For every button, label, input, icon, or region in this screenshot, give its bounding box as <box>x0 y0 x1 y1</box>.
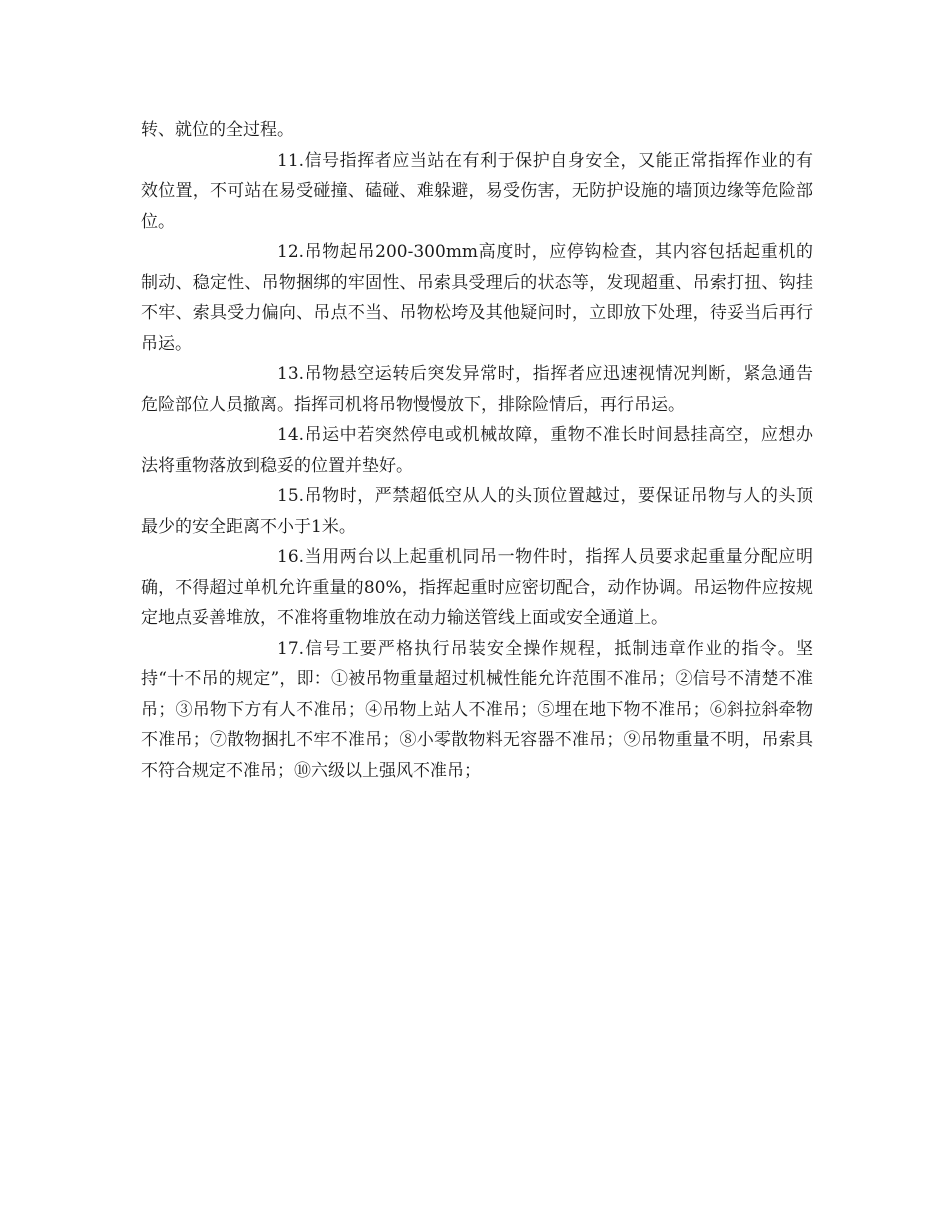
paragraph-item-13: 13.吊物悬空运转后突发异常时，指挥者应迅速视情况判断，紧急通告危险部位人员撤离。指挥司机将吊物慢慢放下，排除险情后，再行吊运。 <box>141 364 813 415</box>
paragraph-item-14: 14.吊运中若突然停电或机械故障，重物不准长时间悬挂高空，应想办法将重物落放到稳妥的位置并垫好。 <box>141 425 813 476</box>
paragraph-continuation: 转、就位的全过程。 <box>141 120 294 140</box>
paragraph-item-11: 11.信号指挥者应当站在有利于保护自身安全，又能正常指挥作业的有效位置，不可站在易受碰撞、磕碰、难躲避，易受伤害，无防护设施的墙顶边缘等危险部位。 <box>141 150 813 232</box>
paragraph-item-15: 15.吊物时，严禁超低空从人的头顶位置越过，要保证吊物与人的头顶最少的安全距离不小于1米。 <box>141 486 813 537</box>
paragraph-item-16: 16.当用两台以上起重机同吊一物件时，指挥人员要求起重量分配应明确，不得超过单机允许重量的80%，指挥起重时应密切配合，动作协调。吊运物件应按规定地点妥善堆放，不准将重物堆放在动力输送管线上面或安全通道上。 <box>141 547 813 628</box>
paragraph-item-12: 12.吊物起吊200-300mm高度时，应停钩检查，其内容包括起重机的制动、稳定性、吊物捆绑的牢固性、吊索具受理后的状态等，发现超重、吊索打扭、钩挂不牢、索具受力偏向、吊点不当、吊物松垮及其他疑问时，立即放下处理，待妥当后再行吊运。 <box>141 242 813 354</box>
document-body <box>141 115 813 786</box>
paragraph-item-17: 17.信号工要严格执行吊装安全操作规程，抵制违章作业的指令。坚持“十不吊的规定”，即：①被吊物重量超过机械性能允许范围不准吊；②信号不清楚不准吊；③吊物下方有人不准吊；④吊物上站人不准吊；⑤埋在地下物不准吊；⑥斜拉斜牵物不准吊；⑦散物捆扎不牢不准吊；⑧小零散物料无容器不准吊；⑨吊物重量不明，吊索具不符合规定不准吊；⑩六级以上强风不准吊； <box>141 638 813 781</box>
